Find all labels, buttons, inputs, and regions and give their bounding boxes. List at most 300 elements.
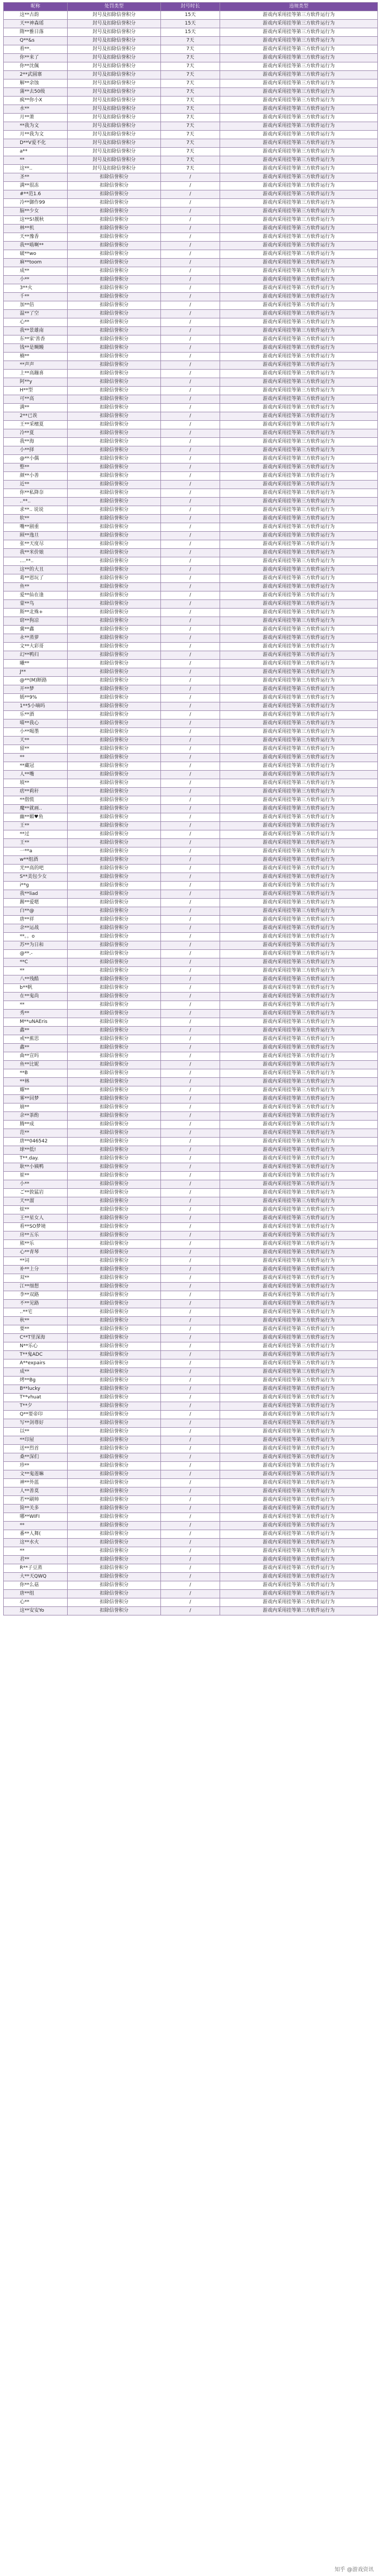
- cell-ban-duration: /: [161, 1257, 220, 1266]
- cell-nickname: 简**关多: [4, 1505, 68, 1513]
- cell-ban-duration: /: [161, 481, 220, 489]
- cell-penalty-type: 扣除信誉积分: [68, 882, 161, 890]
- cell-violation-type: 游戏内采用挂等第三方软件运行为: [220, 395, 378, 404]
- cell-ban-duration: /: [161, 719, 220, 728]
- cell-violation-type: 游戏内采用挂等第三方软件运行为: [220, 1351, 378, 1359]
- cell-penalty-type: 封号及扣除信誉积分: [68, 11, 161, 20]
- cell-penalty-type: 扣除信誉积分: [68, 1377, 161, 1385]
- cell-nickname: 炫**: [4, 1206, 68, 1214]
- cell-violation-type: 游戏内采用挂等第三方软件运行为: [220, 88, 378, 97]
- cell-violation-type: 游戏内采用挂等第三方软件运行为: [220, 993, 378, 1001]
- cell-penalty-type: 扣除信誉积分: [68, 600, 161, 609]
- cell-penalty-type: 扣除信誉积分: [68, 1189, 161, 1197]
- cell-violation-type: 游戏内采用挂等第三方软件运行为: [220, 677, 378, 685]
- table-row: [4, 890, 378, 899]
- cell-violation-type: 游戏内采用挂等第三方软件运行为: [220, 754, 378, 762]
- table-row: [4, 1172, 378, 1180]
- cell-ban-duration: /: [161, 353, 220, 361]
- cell-nickname: D**V爱不化: [4, 139, 68, 148]
- table-row: [4, 557, 378, 566]
- cell-nickname: **: [4, 754, 68, 762]
- cell-penalty-type: 扣除信誉积分: [68, 353, 161, 361]
- cell-ban-duration: /: [161, 1300, 220, 1308]
- table-row: [4, 387, 378, 395]
- table-row: [4, 148, 378, 156]
- cell-violation-type: 游戏内采用挂等第三方软件运行为: [220, 1240, 378, 1249]
- cell-nickname: 喵**我心: [4, 719, 68, 728]
- cell-ban-duration: /: [161, 694, 220, 702]
- cell-penalty-type: 扣除信誉积分: [68, 1223, 161, 1231]
- table-row: [4, 754, 378, 762]
- cell-ban-duration: /: [161, 1436, 220, 1445]
- cell-nickname: 鱼**比妮: [4, 1061, 68, 1069]
- table-row: [4, 1069, 378, 1078]
- cell-ban-duration: /: [161, 1581, 220, 1590]
- cell-violation-type: 游戏内采用挂等第三方软件运行为: [220, 28, 378, 37]
- cell-ban-duration: /: [161, 728, 220, 737]
- cell-ban-duration: /: [161, 1061, 220, 1069]
- cell-violation-type: 游戏内采用挂等第三方软件运行为: [220, 1010, 378, 1018]
- cell-penalty-type: 扣除信誉积分: [68, 694, 161, 702]
- cell-penalty-type: 扣除信誉积分: [68, 1214, 161, 1223]
- cell-violation-type: 游戏内采用挂等第三方软件运行为: [220, 1018, 378, 1027]
- cell-ban-duration: /: [161, 771, 220, 779]
- cell-penalty-type: 扣除信誉积分: [68, 190, 161, 199]
- table-row: [4, 1428, 378, 1436]
- cell-nickname: 求**.. 说说: [4, 506, 68, 515]
- table-row: [4, 549, 378, 557]
- cell-nickname: 隋**雅日落: [4, 28, 68, 37]
- cell-ban-duration: /: [161, 1564, 220, 1573]
- cell-penalty-type: 扣除信誉积分: [68, 532, 161, 540]
- table-row: [4, 865, 378, 873]
- cell-penalty-type: 扣除信誉积分: [68, 702, 161, 711]
- cell-nickname: 脑**少女: [4, 207, 68, 216]
- cell-violation-type: 游戏内采用挂等第三方软件运行为: [220, 1103, 378, 1112]
- cell-penalty-type: 扣除信誉积分: [68, 225, 161, 233]
- cell-violation-type: 游戏内采用挂等第三方软件运行为: [220, 250, 378, 259]
- cell-nickname: 这**古韵: [4, 11, 68, 20]
- cell-nickname: A**expairs: [4, 1359, 68, 1368]
- cell-violation-type: 游戏内采用挂等第三方软件运行为: [220, 148, 378, 156]
- cell-penalty-type: 扣除信誉积分: [68, 583, 161, 591]
- table-row: [4, 1163, 378, 1172]
- cell-penalty-type: 扣除信誉积分: [68, 788, 161, 796]
- cell-penalty-type: 扣除信誉积分: [68, 1103, 161, 1112]
- cell-violation-type: 游戏内采用挂等第三方软件运行为: [220, 318, 378, 327]
- table-row: [4, 1539, 378, 1547]
- cell-penalty-type: 扣除信誉积分: [68, 1155, 161, 1163]
- cell-ban-duration: /: [161, 1103, 220, 1112]
- cell-ban-duration: /: [161, 865, 220, 873]
- cell-penalty-type: 扣除信誉积分: [68, 1044, 161, 1052]
- cell-violation-type: 游戏内采用挂等第三方软件运行为: [220, 583, 378, 591]
- cell-nickname: 颜**小善: [4, 472, 68, 481]
- cell-nickname: 顾**逸旦: [4, 532, 68, 540]
- cell-violation-type: 游戏内采用挂等第三方软件运行为: [220, 822, 378, 830]
- cell-penalty-type: 扣除信誉积分: [68, 199, 161, 207]
- table-row: [4, 1368, 378, 1377]
- cell-penalty-type: 扣除信誉积分: [68, 429, 161, 438]
- table-row: [4, 20, 378, 28]
- cell-violation-type: 游戏内采用挂等第三方软件运行为: [220, 1223, 378, 1231]
- table-row: [4, 719, 378, 728]
- table-row: [4, 276, 378, 284]
- table-row: [4, 45, 378, 54]
- cell-violation-type: 游戏内采用挂等第三方软件运行为: [220, 1180, 378, 1189]
- cell-violation-type: 游戏内采用挂等第三方软件运行为: [220, 1402, 378, 1411]
- cell-penalty-type: 封号及扣除信誉积分: [68, 139, 161, 148]
- table-row: [4, 515, 378, 523]
- cell-nickname: 蒲**去50级: [4, 88, 68, 97]
- cell-ban-duration: /: [161, 1010, 220, 1018]
- cell-penalty-type: 扣除信誉积分: [68, 1342, 161, 1351]
- cell-nickname: 小**喝墨: [4, 728, 68, 737]
- cell-violation-type: 游戏内采用挂等第三方软件运行为: [220, 1206, 378, 1214]
- table-row: [4, 131, 378, 139]
- cell-violation-type: 游戏内采用挂等第三方软件运行为: [220, 429, 378, 438]
- cell-ban-duration: /: [161, 1359, 220, 1368]
- cell-violation-type: 游戏内采用挂等第三方软件运行为: [220, 199, 378, 207]
- cell-nickname: 八**残酷: [4, 975, 68, 984]
- cell-penalty-type: 扣除信誉积分: [68, 327, 161, 335]
- cell-ban-duration: /: [161, 267, 220, 276]
- cell-violation-type: 游戏内采用挂等第三方软件运行为: [220, 1129, 378, 1138]
- cell-ban-duration: /: [161, 404, 220, 412]
- cell-violation-type: 游戏内采用挂等第三方软件运行为: [220, 975, 378, 984]
- cell-nickname: **: [4, 156, 68, 165]
- cell-nickname: 月**萧: [4, 114, 68, 122]
- cell-violation-type: 游戏内采用挂等第三方软件运行为: [220, 1564, 378, 1573]
- table-row: [4, 924, 378, 933]
- cell-nickname: 王**: [4, 822, 68, 830]
- table-row: [4, 1590, 378, 1598]
- table-row: [4, 506, 378, 515]
- cell-nickname: 这**安安Yo: [4, 1607, 68, 1615]
- table-row: [4, 1470, 378, 1479]
- cell-nickname: 疯**你小X: [4, 97, 68, 105]
- cell-penalty-type: 扣除信誉积分: [68, 916, 161, 924]
- table-row: [4, 993, 378, 1001]
- cell-violation-type: 游戏内采用挂等第三方软件运行为: [220, 1146, 378, 1155]
- cell-ban-duration: /: [161, 242, 220, 250]
- table-row: [4, 344, 378, 353]
- cell-violation-type: 游戏内采用挂等第三方软件运行为: [220, 1035, 378, 1044]
- cell-ban-duration: /: [161, 1231, 220, 1240]
- cell-violation-type: 游戏内采用挂等第三方软件运行为: [220, 1539, 378, 1547]
- cell-nickname: 这**的大丑: [4, 566, 68, 574]
- cell-ban-duration: /: [161, 1283, 220, 1291]
- table-row: [4, 361, 378, 370]
- table-row: [4, 242, 378, 250]
- cell-violation-type: 游戏内采用挂等第三方软件运行为: [220, 711, 378, 719]
- cell-penalty-type: 扣除信誉积分: [68, 941, 161, 950]
- cell-ban-duration: /: [161, 626, 220, 634]
- table-row: [4, 1001, 378, 1010]
- cell-penalty-type: 扣除信誉积分: [68, 301, 161, 310]
- cell-penalty-type: 封号及扣除信誉积分: [68, 54, 161, 62]
- table-row: [4, 540, 378, 549]
- table-row: [4, 71, 378, 79]
- cell-ban-duration: 7天: [161, 148, 220, 156]
- cell-ban-duration: /: [161, 1513, 220, 1522]
- cell-penalty-type: 扣除信誉积分: [68, 890, 161, 899]
- cell-nickname: ..**..: [4, 498, 68, 506]
- cell-penalty-type: 扣除信誉积分: [68, 1470, 161, 1479]
- cell-ban-duration: /: [161, 1001, 220, 1010]
- table-row: [4, 88, 378, 97]
- cell-violation-type: 游戏内采用挂等第三方软件运行为: [220, 1513, 378, 1522]
- cell-nickname: 葛**恩玩了: [4, 574, 68, 583]
- cell-nickname: B**lucky: [4, 1385, 68, 1394]
- cell-penalty-type: 扣除信誉积分: [68, 318, 161, 327]
- cell-nickname: 钱**是鲷鳗: [4, 344, 68, 353]
- cell-ban-duration: /: [161, 225, 220, 233]
- table-row: [4, 225, 378, 233]
- cell-penalty-type: 封号及扣除信誉积分: [68, 20, 161, 28]
- table-row: [4, 907, 378, 916]
- cell-nickname: 麻**toom: [4, 259, 68, 267]
- cell-violation-type: 游戏内采用挂等第三方软件运行为: [220, 361, 378, 370]
- table-row: [4, 1274, 378, 1283]
- cell-nickname: 哪**WIFI: [4, 1513, 68, 1522]
- table-row: [4, 1283, 378, 1291]
- cell-ban-duration: /: [161, 660, 220, 668]
- cell-nickname: 整**: [4, 463, 68, 472]
- cell-nickname: 窈**狗凉: [4, 617, 68, 626]
- table-row: [4, 1530, 378, 1539]
- table-row: [4, 199, 378, 207]
- cell-nickname: 文**大彩哥: [4, 643, 68, 651]
- cell-violation-type: 游戏内采用挂等第三方软件运行为: [220, 139, 378, 148]
- table-row: [4, 1513, 378, 1522]
- cell-violation-type: 游戏内采用挂等第三方软件运行为: [220, 97, 378, 105]
- table-row: [4, 813, 378, 822]
- watermark: 知乎 @游戏资讯: [334, 2567, 374, 2573]
- table-row: [4, 318, 378, 327]
- cell-violation-type: 游戏内采用挂等第三方软件运行为: [220, 62, 378, 71]
- cell-penalty-type: 扣除信誉积分: [68, 1121, 161, 1129]
- table-row: [4, 1325, 378, 1334]
- cell-ban-duration: /: [161, 609, 220, 617]
- cell-penalty-type: 扣除信誉积分: [68, 677, 161, 685]
- cell-ban-duration: /: [161, 1044, 220, 1052]
- cell-ban-duration: /: [161, 1274, 220, 1283]
- table-row: [4, 788, 378, 796]
- cell-nickname: 秀**: [4, 1010, 68, 1018]
- cell-ban-duration: /: [161, 566, 220, 574]
- cell-nickname: J**: [4, 668, 68, 677]
- table-row: [4, 856, 378, 865]
- cell-ban-duration: /: [161, 1522, 220, 1530]
- table-row: [4, 660, 378, 668]
- cell-ban-duration: /: [161, 788, 220, 796]
- cell-ban-duration: /: [161, 822, 220, 830]
- cell-penalty-type: 扣除信誉积分: [68, 754, 161, 762]
- cell-ban-duration: /: [161, 916, 220, 924]
- cell-ban-duration: /: [161, 950, 220, 958]
- cell-ban-duration: /: [161, 1530, 220, 1539]
- cell-penalty-type: 扣除信誉积分: [68, 975, 161, 984]
- cell-nickname: 永**蒸萝: [4, 634, 68, 643]
- table-row: [4, 1598, 378, 1607]
- cell-ban-duration: /: [161, 1112, 220, 1121]
- table-row: [4, 1581, 378, 1590]
- cell-penalty-type: 扣除信誉积分: [68, 1197, 161, 1206]
- cell-ban-duration: /: [161, 395, 220, 404]
- table-row: [4, 156, 378, 165]
- cell-nickname: 1**5小嘀吗: [4, 702, 68, 711]
- cell-penalty-type: 扣除信誉积分: [68, 344, 161, 353]
- cell-ban-duration: /: [161, 361, 220, 370]
- cell-violation-type: 游戏内采用挂等第三方软件运行为: [220, 1163, 378, 1172]
- table-row: [4, 737, 378, 745]
- cell-penalty-type: 扣除信誉积分: [68, 1436, 161, 1445]
- cell-nickname: 你**么菇: [4, 1581, 68, 1590]
- cell-violation-type: 游戏内采用挂等第三方软件运行为: [220, 165, 378, 173]
- cell-violation-type: 游戏内采用挂等第三方软件运行为: [220, 1027, 378, 1035]
- cell-ban-duration: 7天: [161, 54, 220, 62]
- cell-violation-type: 游戏内采用挂等第三方软件运行为: [220, 1377, 378, 1385]
- cell-nickname: 唐**祥: [4, 916, 68, 924]
- table-row: [4, 702, 378, 711]
- cell-penalty-type: 封号及扣除信誉积分: [68, 105, 161, 114]
- cell-ban-duration: 7天: [161, 105, 220, 114]
- cell-ban-duration: /: [161, 1086, 220, 1095]
- table-row: [4, 79, 378, 88]
- table-row: [4, 1266, 378, 1274]
- cell-nickname: 冀**鑫: [4, 626, 68, 634]
- cell-nickname: 珍**: [4, 1462, 68, 1470]
- cell-violation-type: 游戏内采用挂等第三方软件运行为: [220, 1189, 378, 1197]
- cell-nickname: 天**豫香: [4, 233, 68, 242]
- cell-violation-type: 游戏内采用挂等第三方软件运行为: [220, 1291, 378, 1300]
- cell-nickname: **。。o: [4, 933, 68, 941]
- cell-penalty-type: 扣除信誉积分: [68, 1513, 161, 1522]
- table-row: [4, 190, 378, 199]
- cell-violation-type: 游戏内采用挂等第三方软件运行为: [220, 446, 378, 455]
- cell-nickname: 3**火: [4, 284, 68, 293]
- cell-penalty-type: 扣除信誉积分: [68, 1539, 161, 1547]
- cell-violation-type: 游戏内采用挂等第三方软件运行为: [220, 1112, 378, 1121]
- cell-violation-type: 游戏内采用挂等第三方软件运行为: [220, 1249, 378, 1257]
- cell-violation-type: 游戏内采用挂等第三方软件运行为: [220, 1581, 378, 1590]
- cell-ban-duration: /: [161, 1018, 220, 1027]
- cell-ban-duration: /: [161, 173, 220, 182]
- cell-ban-duration: 15天: [161, 11, 220, 20]
- cell-ban-duration: /: [161, 378, 220, 387]
- cell-violation-type: 游戏内采用挂等第三方软件运行为: [220, 549, 378, 557]
- cell-violation-type: 游戏内采用挂等第三方软件运行为: [220, 1078, 378, 1086]
- cell-violation-type: 游戏内采用挂等第三方软件运行为: [220, 1487, 378, 1496]
- cell-penalty-type: 封号及扣除信誉积分: [68, 37, 161, 45]
- cell-nickname: 乐**酒: [4, 711, 68, 719]
- cell-violation-type: 游戏内采用挂等第三方软件运行为: [220, 813, 378, 822]
- cell-violation-type: 游戏内采用挂等第三方软件运行为: [220, 762, 378, 771]
- cell-nickname: 文**鬼莲嘛: [4, 1470, 68, 1479]
- cell-penalty-type: 扣除信誉积分: [68, 276, 161, 284]
- cell-ban-duration: 7天: [161, 79, 220, 88]
- table-row: [4, 438, 378, 446]
- table-row: [4, 1556, 378, 1564]
- cell-ban-duration: /: [161, 984, 220, 993]
- cell-ban-duration: /: [161, 1138, 220, 1146]
- cell-ban-duration: /: [161, 1496, 220, 1505]
- cell-ban-duration: /: [161, 1462, 220, 1470]
- cell-violation-type: 游戏内采用挂等第三方软件运行为: [220, 591, 378, 600]
- cell-nickname: 江**细想: [4, 1283, 68, 1291]
- cell-ban-duration: /: [161, 1035, 220, 1044]
- cell-penalty-type: 扣除信誉积分: [68, 1496, 161, 1505]
- cell-ban-duration: /: [161, 1121, 220, 1129]
- cell-nickname: w**组酒: [4, 856, 68, 865]
- table-row: [4, 1180, 378, 1189]
- cell-ban-duration: /: [161, 1317, 220, 1325]
- cell-ban-duration: /: [161, 1590, 220, 1598]
- cell-penalty-type: 扣除信誉积分: [68, 1206, 161, 1214]
- cell-ban-duration: /: [161, 1214, 220, 1223]
- table-row: [4, 651, 378, 660]
- cell-ban-duration: /: [161, 549, 220, 557]
- cell-violation-type: 游戏内采用挂等第三方软件运行为: [220, 1325, 378, 1334]
- cell-penalty-type: 扣除信誉积分: [68, 847, 161, 856]
- cell-ban-duration: /: [161, 805, 220, 813]
- cell-nickname: 王**星女人: [4, 1214, 68, 1223]
- cell-ban-duration: /: [161, 882, 220, 890]
- cell-nickname: 雾**回梦: [4, 1095, 68, 1103]
- cell-violation-type: 游戏内采用挂等第三方软件运行为: [220, 498, 378, 506]
- cell-violation-type: 游戏内采用挂等第三方软件运行为: [220, 1214, 378, 1223]
- cell-ban-duration: /: [161, 557, 220, 566]
- cell-violation-type: 游戏内采用挂等第三方软件运行为: [220, 1334, 378, 1342]
- cell-ban-duration: /: [161, 259, 220, 267]
- cell-violation-type: 游戏内采用挂等第三方软件运行为: [220, 259, 378, 267]
- cell-penalty-type: 扣除信誉积分: [68, 438, 161, 446]
- cell-ban-duration: /: [161, 463, 220, 472]
- cell-violation-type: 游戏内采用挂等第三方软件运行为: [220, 1283, 378, 1291]
- cell-ban-duration: /: [161, 1155, 220, 1163]
- table-row: [4, 54, 378, 62]
- cell-nickname: 天**: [4, 737, 68, 745]
- cell-penalty-type: 扣除信誉积分: [68, 207, 161, 216]
- cell-violation-type: 游戏内采用挂等第三方软件运行为: [220, 1138, 378, 1146]
- cell-penalty-type: 扣除信誉积分: [68, 1027, 161, 1035]
- cell-penalty-type: 扣除信誉积分: [68, 1573, 161, 1581]
- cell-penalty-type: 扣除信誉积分: [68, 1351, 161, 1359]
- cell-penalty-type: 扣除信誉积分: [68, 1138, 161, 1146]
- table-row: [4, 685, 378, 694]
- cell-nickname: 心**: [4, 318, 68, 327]
- table-row: [4, 1214, 378, 1223]
- table-row: [4, 967, 378, 975]
- cell-ban-duration: /: [161, 327, 220, 335]
- cell-penalty-type: 扣除信誉积分: [68, 1522, 161, 1530]
- cell-penalty-type: 扣除信誉积分: [68, 1078, 161, 1086]
- cell-violation-type: 游戏内采用挂等第三方软件运行为: [220, 557, 378, 566]
- cell-violation-type: 游戏内采用挂等第三方软件运行为: [220, 1061, 378, 1069]
- cell-violation-type: 游戏内采用挂等第三方软件运行为: [220, 617, 378, 626]
- cell-violation-type: 游戏内采用挂等第三方软件运行为: [220, 54, 378, 62]
- table-row: [4, 566, 378, 574]
- cell-ban-duration: /: [161, 387, 220, 395]
- table-row: [4, 591, 378, 600]
- cell-penalty-type: 封号及扣除信誉积分: [68, 88, 161, 97]
- cell-penalty-type: 扣除信誉积分: [68, 293, 161, 301]
- cell-penalty-type: 封号及扣除信誉积分: [68, 79, 161, 88]
- cell-penalty-type: 扣除信誉积分: [68, 762, 161, 771]
- cell-nickname: 番**人舞(: [4, 1530, 68, 1539]
- cell-penalty-type: 扣除信誉积分: [68, 1462, 161, 1470]
